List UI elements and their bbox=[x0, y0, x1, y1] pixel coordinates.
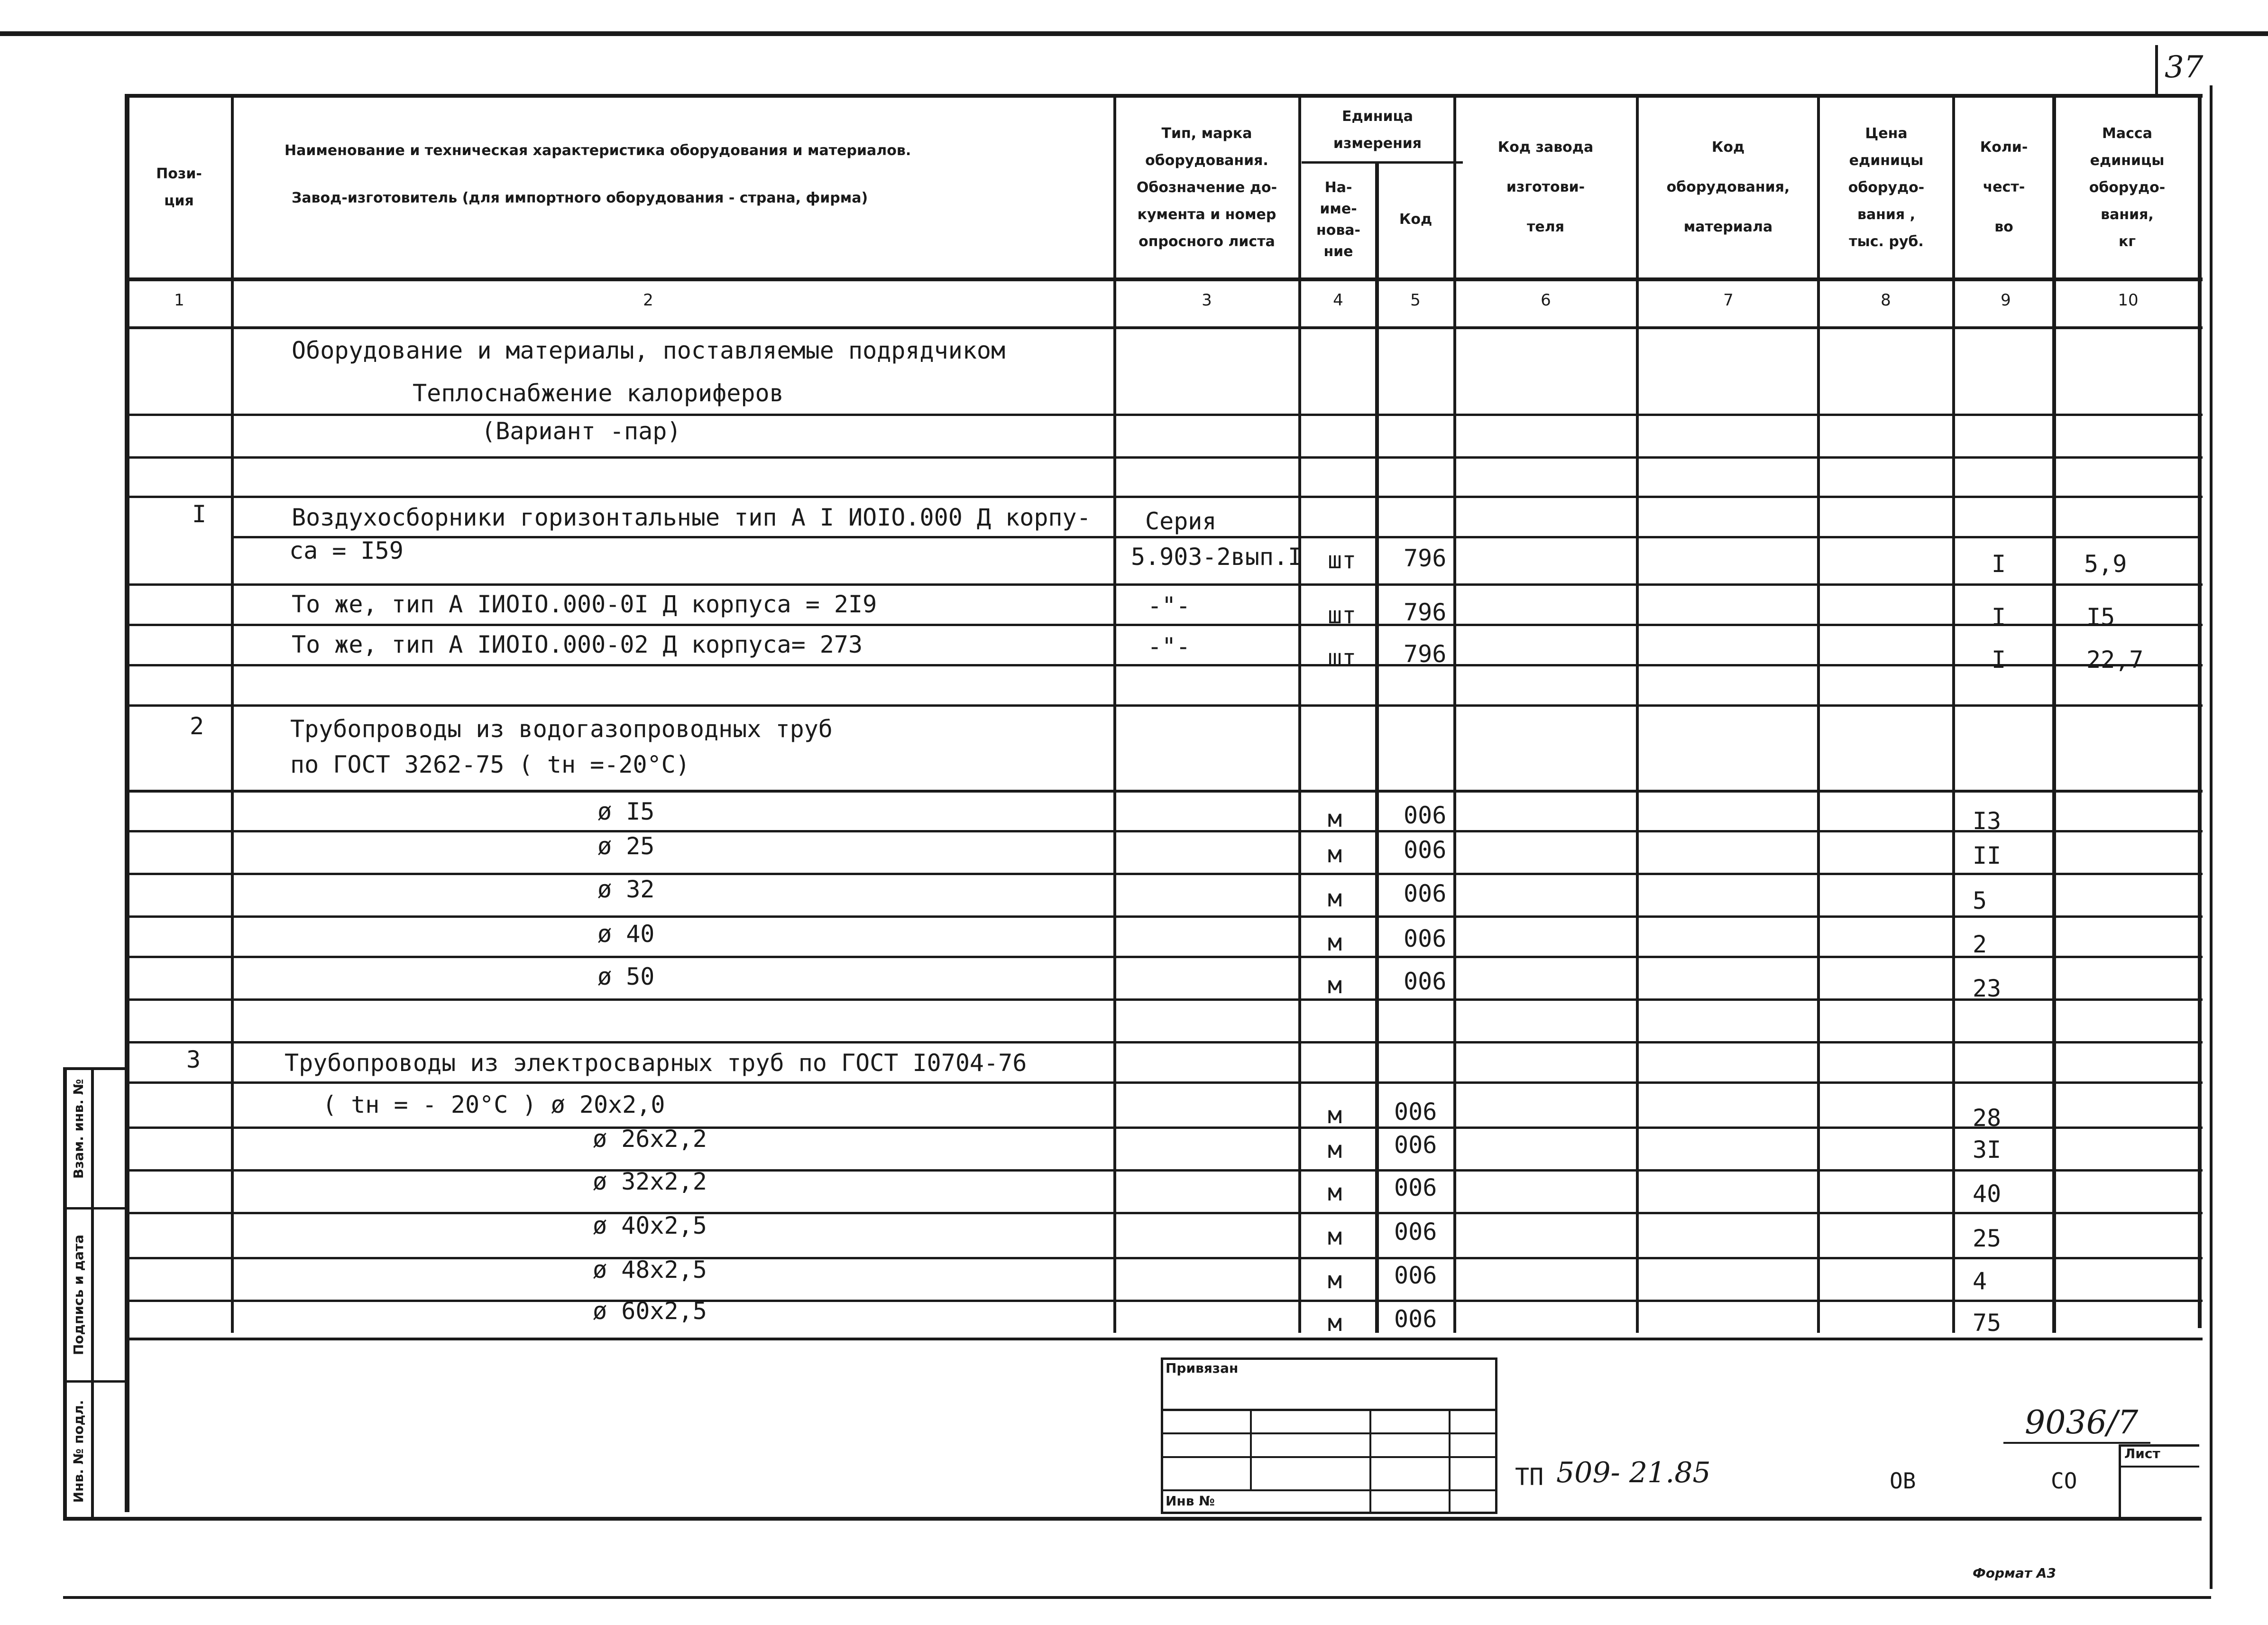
top-border-line bbox=[0, 31, 2268, 36]
side-label-replacement: Взам. инв. № bbox=[70, 1079, 86, 1179]
row-quantity: I bbox=[1992, 550, 2006, 578]
row-line bbox=[126, 873, 2203, 875]
row-name: ø 40x2,5 bbox=[593, 1212, 707, 1239]
row-line bbox=[126, 830, 2203, 832]
side-strip-div1 bbox=[63, 1207, 129, 1210]
column-number: 10 bbox=[2118, 291, 2139, 310]
table-top-line bbox=[126, 94, 2203, 98]
column-number: 1 bbox=[174, 291, 184, 310]
row-code: 006 bbox=[1394, 1098, 1437, 1126]
row-code: 006 bbox=[1394, 1218, 1437, 1246]
row-code: 006 bbox=[1404, 968, 1447, 995]
row-mass: I5 bbox=[2086, 603, 2115, 631]
column-number: 6 bbox=[1541, 291, 1551, 310]
row-unit: м bbox=[1328, 1266, 1342, 1294]
row-name: ø 50 bbox=[597, 963, 655, 990]
row-name: То же, тип А IИОIО.000-0I Д корпуса = 2I9 bbox=[292, 591, 877, 618]
col-line-9 bbox=[2052, 95, 2056, 1333]
header-unit-code: Код bbox=[1399, 211, 1432, 228]
header-name-line2: Завод-изготовитель (для импортного оборудования - страна, фирма) bbox=[292, 190, 868, 206]
header-unit-name: На- име- нова- ние bbox=[1316, 179, 1361, 260]
row-unit: м bbox=[1328, 1136, 1342, 1163]
stamp-vline bbox=[1250, 1409, 1252, 1489]
header-bottom-line bbox=[126, 277, 2203, 281]
stamp-inv-no: Инв № bbox=[1166, 1493, 1215, 1509]
stamp-vline bbox=[1449, 1409, 1451, 1514]
row-line bbox=[126, 496, 2203, 498]
sheet-box-line bbox=[2119, 1466, 2199, 1468]
row-position: I bbox=[192, 500, 207, 528]
row-quantity: I bbox=[1992, 646, 2006, 674]
row-code: 006 bbox=[1404, 880, 1447, 907]
row-code: 006 bbox=[1404, 836, 1447, 864]
column-number: 3 bbox=[1202, 291, 1212, 310]
row-line bbox=[126, 790, 2203, 793]
row-line bbox=[126, 414, 2203, 416]
row-line bbox=[126, 1169, 2203, 1172]
row-unit: м bbox=[1328, 1101, 1342, 1129]
column-number: 9 bbox=[2001, 291, 2011, 310]
row-quantity: 5 bbox=[1973, 887, 1987, 914]
page-box-left bbox=[2155, 45, 2158, 97]
row-quantity: 75 bbox=[1973, 1309, 2002, 1337]
doc-code: 509- 21.85 bbox=[1556, 1456, 1711, 1489]
col-line-1 bbox=[231, 95, 234, 1333]
row-quantity: I bbox=[1992, 603, 2006, 631]
column-number: 4 bbox=[1333, 291, 1343, 310]
header-name-line1: Наименование и техническая характеристика оборудования и материалов. bbox=[285, 142, 911, 159]
row-line bbox=[126, 583, 2203, 586]
col-line-8 bbox=[1952, 95, 1955, 1333]
frame-bottom-line bbox=[63, 1517, 2202, 1521]
album-number: 9036/7 bbox=[2025, 1404, 2139, 1441]
row-unit: м bbox=[1328, 1309, 1342, 1337]
row-quantity: 3I bbox=[1973, 1136, 2002, 1163]
row-name: ø I5 bbox=[597, 798, 655, 825]
column-number: 8 bbox=[1881, 291, 1891, 310]
row-name: Трубопроводы из электросварных труб по ГОСТ I0704-76 bbox=[285, 1049, 1027, 1077]
row-quantity: II bbox=[1973, 842, 2002, 869]
side-strip-div2 bbox=[63, 1380, 129, 1383]
row-code: 796 bbox=[1404, 545, 1447, 572]
row-code: 006 bbox=[1394, 1305, 1437, 1333]
row-name: ø 25 bbox=[597, 832, 655, 860]
header-position: Пози- ция bbox=[156, 166, 202, 209]
column-number: 5 bbox=[1410, 291, 1421, 310]
row-name: ( tн = - 20°С ) ø 20x2,0 bbox=[322, 1091, 665, 1118]
row-line bbox=[126, 1041, 2203, 1043]
row-name: ø 40 bbox=[597, 920, 655, 948]
header-quantity: Коли- чест- во bbox=[1980, 139, 2028, 235]
row-line bbox=[126, 664, 2203, 666]
colnum-bottom-line bbox=[126, 326, 2203, 329]
row-code: 006 bbox=[1394, 1262, 1437, 1289]
row-line bbox=[126, 624, 2203, 626]
section-main-title: Оборудование и материалы, поставляемые подрядчиком bbox=[292, 337, 1006, 364]
side-strip-left bbox=[63, 1067, 67, 1518]
row-name: са = I59 bbox=[289, 537, 404, 564]
row-line bbox=[126, 1257, 2203, 1259]
row-quantity: 2 bbox=[1973, 931, 1987, 958]
bottom-edge-line bbox=[63, 1596, 2211, 1599]
album-underline bbox=[2003, 1442, 2150, 1444]
row-line bbox=[126, 956, 2203, 958]
col-line-7 bbox=[1817, 95, 1820, 1333]
row-name: То же, тип А IИОIО.000-02 Д корпуса= 273 bbox=[292, 631, 863, 658]
header-price: Цена единицы оборудо- вания , тыс. руб. bbox=[1848, 125, 1925, 250]
row-line bbox=[126, 704, 2203, 707]
col-line-2 bbox=[1113, 95, 1116, 1333]
row-doc: 5.903-2вып.I bbox=[1131, 543, 1303, 571]
section-sub-title: Теплоснабжение калориферов bbox=[413, 379, 784, 407]
stamp-line bbox=[1161, 1456, 1497, 1458]
col-line-4 bbox=[1375, 161, 1379, 1333]
row-line bbox=[126, 915, 2203, 918]
row-code: 006 bbox=[1394, 1174, 1437, 1201]
row-quantity: 28 bbox=[1973, 1104, 2002, 1132]
row-unit: м bbox=[1328, 1223, 1342, 1250]
side-strip-mid bbox=[91, 1067, 94, 1518]
col-line-3 bbox=[1298, 95, 1301, 1333]
row-quantity: I3 bbox=[1973, 807, 2002, 835]
col-line-5 bbox=[1453, 95, 1456, 1333]
row-code: 796 bbox=[1404, 599, 1447, 626]
row-name: Воздухосборники горизонтальные тип А I ИОIО.000 Д корпу- bbox=[292, 504, 1091, 531]
stamp-line bbox=[1161, 1432, 1497, 1434]
table-bottom-line bbox=[126, 1338, 2203, 1340]
stamp-line bbox=[1161, 1409, 1497, 1411]
row-unit: м bbox=[1328, 840, 1342, 868]
side-label-original: Инв. № подл. bbox=[70, 1400, 86, 1503]
row-line bbox=[126, 1126, 2203, 1129]
doc-code-prefix: ТП bbox=[1515, 1463, 1544, 1491]
section-variant: (Вариант -пар) bbox=[481, 417, 681, 445]
row-doc: Серия bbox=[1145, 508, 1217, 535]
row-name: ø 48x2,5 bbox=[593, 1256, 707, 1283]
row-unit: м bbox=[1328, 929, 1342, 956]
row-name: ø 60x2,5 bbox=[593, 1297, 707, 1325]
side-label-signature: Подпись и дата bbox=[70, 1234, 86, 1356]
row-unit: м bbox=[1328, 971, 1342, 999]
row-name: по ГОСТ 3262-75 ( tн =-20°С) bbox=[290, 751, 690, 778]
header-equipment-code: Код оборудования, материала bbox=[1666, 139, 1790, 235]
row-line bbox=[126, 998, 2203, 1001]
stamp-vline bbox=[1369, 1409, 1371, 1514]
col-line-6 bbox=[1636, 95, 1639, 1333]
row-name: ø 26x2,2 bbox=[593, 1125, 707, 1153]
page-number: 37 bbox=[2165, 50, 2204, 85]
stamp-privyazan: Привязан bbox=[1166, 1360, 1239, 1376]
row-quantity: 23 bbox=[1973, 975, 2002, 1002]
row-line bbox=[126, 1300, 2203, 1302]
header-unit: Единица измерения bbox=[1333, 108, 1422, 152]
row-unit: м bbox=[1328, 805, 1342, 832]
row-line bbox=[126, 456, 2203, 459]
row-name: ø 32 bbox=[597, 876, 655, 903]
row-position: 3 bbox=[186, 1046, 201, 1073]
format-label: Формат А3 bbox=[1973, 1565, 2056, 1581]
column-number: 2 bbox=[643, 291, 653, 310]
row-unit: шт bbox=[1328, 546, 1357, 574]
outer-right-line bbox=[2210, 85, 2213, 1589]
row-code: 006 bbox=[1404, 802, 1447, 829]
stamp-line bbox=[1161, 1489, 1497, 1491]
row-line bbox=[234, 536, 2199, 538]
row-unit: шт bbox=[1328, 601, 1357, 629]
doc-type: СО bbox=[2051, 1468, 2077, 1494]
row-unit: м bbox=[1328, 1179, 1342, 1206]
row-quantity: 25 bbox=[1973, 1225, 2002, 1252]
side-strip-top bbox=[63, 1067, 129, 1070]
sheet-label: Лист bbox=[2124, 1446, 2160, 1461]
header-mass: Масса единицы оборудо- вания, кг bbox=[2089, 125, 2166, 250]
row-code: 006 bbox=[1404, 925, 1447, 952]
row-code: 006 bbox=[1394, 1131, 1437, 1159]
row-quantity: 4 bbox=[1973, 1267, 1987, 1295]
doc-section: ОВ bbox=[1890, 1468, 1916, 1494]
row-name: Трубопроводы из водогазопроводных труб bbox=[290, 715, 833, 743]
row-doc: -"- bbox=[1148, 633, 1191, 660]
row-mass: 5,9 bbox=[2084, 550, 2127, 578]
row-quantity: 40 bbox=[1973, 1180, 2002, 1208]
column-number: 7 bbox=[1723, 291, 1734, 310]
row-line bbox=[126, 1212, 2203, 1214]
row-unit: м bbox=[1328, 885, 1342, 912]
row-doc: -"- bbox=[1148, 592, 1191, 619]
row-line bbox=[126, 1081, 2203, 1084]
row-unit: шт bbox=[1328, 644, 1357, 672]
header-type-mark: Тип, марка оборудования. Обозначение до- кумента и номер опросного листа bbox=[1136, 125, 1277, 250]
row-name: ø 32x2,2 bbox=[593, 1168, 707, 1195]
row-mass: 22,7 bbox=[2086, 646, 2144, 674]
header-factory-code: Код завода изготови- теля bbox=[1497, 139, 1594, 235]
row-position: 2 bbox=[190, 712, 204, 740]
row-code: 796 bbox=[1404, 640, 1447, 668]
